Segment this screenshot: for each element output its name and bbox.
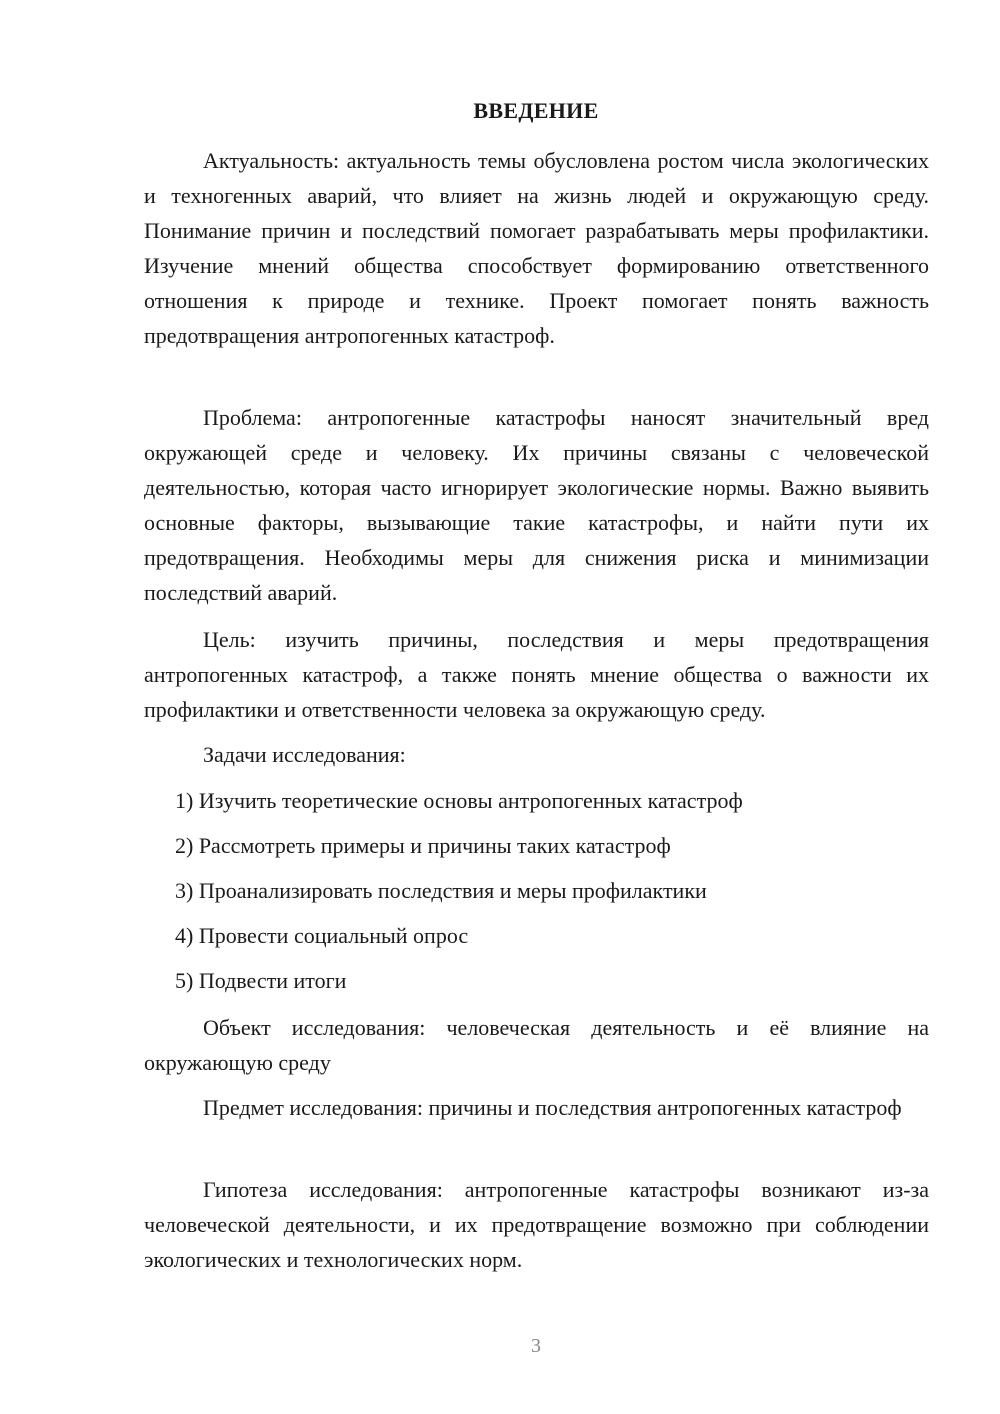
task-item: 1) Изучить теоретические основы антропогенных катастроф (175, 788, 743, 813)
relevance-paragraph: Актуальность: актуальность темы обусловлена ростом числа экологических и техногенных аварий, что влияет на жизнь людей и окружающую среду. Понимание причин и последствий помогает разрабатывать меры профилактики. Изучение мнений общества способствует формированию ответственного отношения к природе и технике. Проект помогает понять важность предотвращения антропогенных катастроф. (144, 148, 929, 348)
task-item: 5) Подвести итоги (175, 968, 347, 993)
subject-paragraph: Предмет исследования: причины и последствия антропогенных катастроф (203, 1095, 902, 1120)
tasks-heading: Задачи исследования: (203, 742, 406, 767)
problem-paragraph: Проблема: антропогенные катастрофы наносят значительный вред окружающей среде и человеку. Их причины связаны с человеческой деятельностью, которая часто игнорирует экологические нормы. Важно выявить основные факторы, вызывающие такие катастрофы, и найти пути их предотвращения. Необходимы меры для снижения риска и минимизации последствий аварий. (144, 405, 929, 605)
task-item: 3) Проанализировать последствия и меры профилактики (175, 878, 707, 903)
relevance-paragraph-block (144, 143, 929, 353)
tasks-heading-block (144, 737, 929, 772)
hypothesis-paragraph: Гипотеза исследования: антропогенные катастрофы возникают из-за человеческой деятельности, и их предотвращение возможно при соблюдении экологических и технологических норм. (144, 1177, 929, 1272)
goal-paragraph: Цель: изучить причины, последствия и меры предотвращения антропогенных катастроф, а также понять мнение общества о важности их профилактики и ответственности человека за окружающую среду. (144, 627, 929, 722)
page-title: ВВЕДЕНИЕ (473, 98, 599, 123)
object-paragraph-block (144, 1010, 929, 1080)
subject-paragraph-block (144, 1090, 929, 1125)
hypothesis-paragraph-block (144, 1172, 929, 1277)
goal-paragraph-block (144, 622, 929, 727)
object-paragraph: Объект исследования: человеческая деятельность и её влияние на окружающую среду (144, 1015, 929, 1075)
problem-paragraph-block (144, 400, 929, 610)
page-number: 3 (531, 1335, 541, 1357)
task-item: 2) Рассмотреть примеры и причины таких катастроф (175, 833, 671, 858)
task-item: 4) Провести социальный опрос (175, 923, 469, 948)
